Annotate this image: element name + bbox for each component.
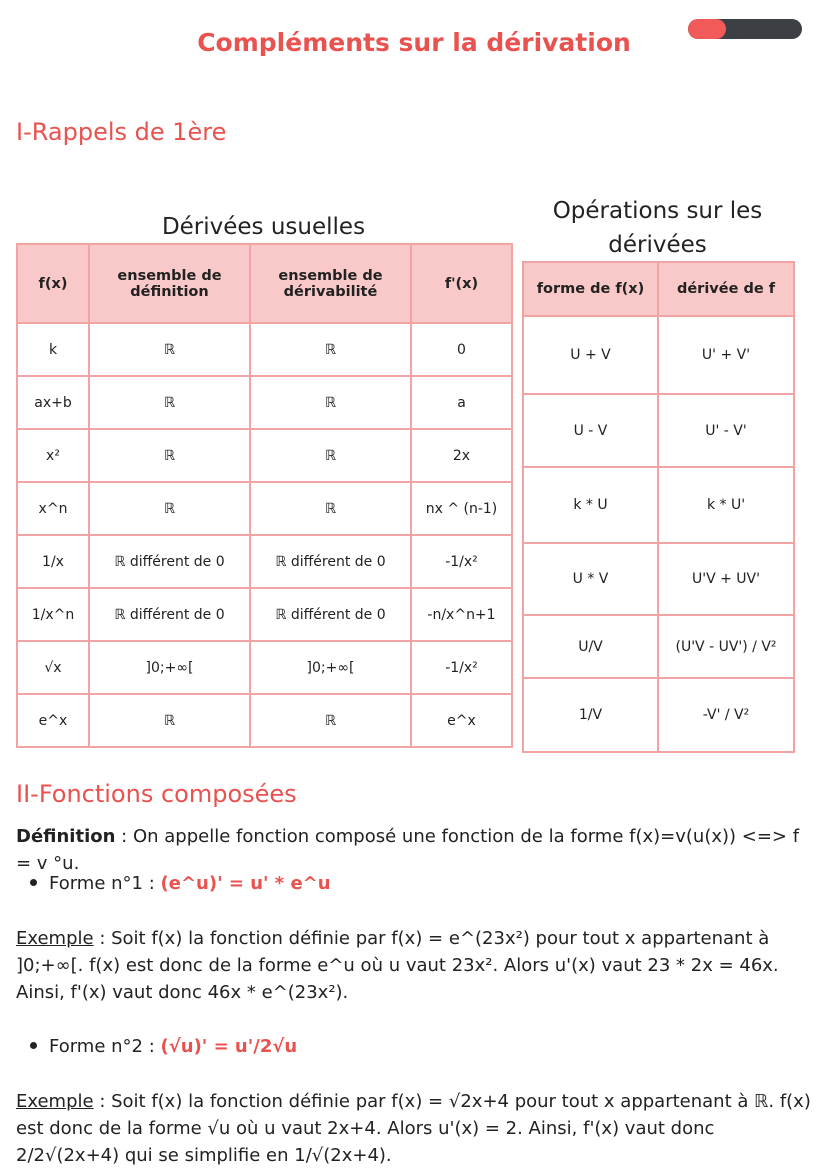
cell: U' - V'	[658, 394, 794, 467]
section-1-heading: I-Rappels de 1ère	[16, 118, 227, 146]
table-row	[523, 615, 794, 678]
header-derivative: f'(x)	[411, 244, 512, 323]
operations-caption-line1: Opérations sur les	[552, 198, 763, 224]
table-row	[523, 467, 794, 543]
bullet-2-label: Forme n°2 :	[49, 1036, 161, 1057]
cell: U'V + UV'	[658, 543, 794, 615]
table-row	[17, 376, 512, 429]
cell: ]0;+∞[	[250, 641, 411, 694]
header-form: forme de f(x)	[523, 262, 658, 316]
cell: U' + V'	[658, 316, 794, 394]
cell: ℝ	[89, 694, 250, 747]
cell: nx ^ (n-1)	[411, 482, 512, 535]
cell: ]0;+∞[	[89, 641, 250, 694]
cell: 1/V	[523, 678, 658, 752]
cell: 2x	[411, 429, 512, 482]
example-2-paragraph	[16, 1088, 811, 1169]
bullet-dot	[30, 1042, 37, 1049]
table-row	[523, 316, 794, 394]
cell: k * U'	[658, 467, 794, 543]
example-1-text: : Soit f(x) la fonction définie par f(x) = e^(23x²) pour tout x appartenant à ]0;+∞[. f(x) est donc de la forme e^u où u vaut 23x². Alors u'(x) vaut 23 * 2x = 46x. Ainsi, f'(x) vaut donc 46x * e^(23x²).	[16, 928, 779, 1003]
header-definition-domain: ensemble de définition	[89, 244, 250, 323]
bullet-form-1	[30, 873, 331, 894]
table-row	[17, 694, 512, 747]
example-1-paragraph	[16, 925, 811, 1006]
bullet-dot	[30, 879, 37, 886]
header-derivative-of-f: dérivée de f	[658, 262, 794, 316]
cell: e^x	[17, 694, 89, 747]
cell: x^n	[17, 482, 89, 535]
definition-text: : On appelle fonction composé une fonction de la forme f(x)=v(u(x)) <=> f = v °u.	[16, 826, 800, 874]
operations-caption-line2: dérivées	[608, 232, 707, 258]
cell: U * V	[523, 543, 658, 615]
cell: ℝ	[89, 376, 250, 429]
bullet-1-formula: (e^u)' = u' * e^u	[160, 873, 331, 894]
cell: ℝ différent de 0	[89, 535, 250, 588]
cell: ax+b	[17, 376, 89, 429]
cell: a	[411, 376, 512, 429]
cell: ℝ	[89, 429, 250, 482]
cell: U/V	[523, 615, 658, 678]
cell: x²	[17, 429, 89, 482]
header-derivability-domain: ensemble de dérivabilité	[250, 244, 411, 323]
cell: ℝ	[89, 323, 250, 376]
cell: k * U	[523, 467, 658, 543]
table-row	[17, 323, 512, 376]
cell: (U'V - UV') / V²	[658, 615, 794, 678]
definition-label: Définition	[16, 826, 116, 847]
cell: 1/x^n	[17, 588, 89, 641]
table-row	[523, 678, 794, 752]
cell: ℝ	[250, 429, 411, 482]
cell: ℝ	[250, 694, 411, 747]
section-2-heading: II-Fonctions composées	[16, 780, 297, 808]
cell: -n/x^n+1	[411, 588, 512, 641]
cell: ℝ différent de 0	[250, 535, 411, 588]
table-row	[17, 429, 512, 482]
table-row	[17, 482, 512, 535]
table-row	[523, 394, 794, 467]
header-fx: f(x)	[17, 244, 89, 323]
usual-derivatives-table	[16, 243, 513, 748]
cell: ℝ	[250, 482, 411, 535]
cell: ℝ différent de 0	[89, 588, 250, 641]
cell: -1/x²	[411, 535, 512, 588]
bullet-2-formula: (√u)' = u'/2√u	[160, 1036, 298, 1057]
cell: ℝ	[250, 323, 411, 376]
page-title: Compléments sur la dérivation	[197, 28, 631, 57]
cell: √x	[17, 641, 89, 694]
table-row	[17, 535, 512, 588]
operations-caption	[522, 194, 793, 262]
cell: -V' / V²	[658, 678, 794, 752]
cell: 0	[411, 323, 512, 376]
table-row	[17, 588, 512, 641]
operations-table	[522, 261, 795, 753]
cell: U + V	[523, 316, 658, 394]
usual-derivatives-caption: Dérivées usuelles	[161, 214, 366, 240]
definition-paragraph	[16, 823, 816, 877]
example-2-label: Exemple	[16, 1091, 94, 1112]
bullet-1-label: Forme n°1 :	[49, 873, 161, 894]
cell: 1/x	[17, 535, 89, 588]
cell: U - V	[523, 394, 658, 467]
example-2-text: : Soit f(x) la fonction définie par f(x) = √2x+4 pour tout x appartenant à ℝ. f(x) est donc de la forme √u où u vaut 2x+4. Alors u'(x) = 2. Ainsi, f'(x) vaut donc 2/2√(2x+4) qui se simplifie en 1/√(2x+4).	[16, 1091, 811, 1166]
bullet-form-2	[30, 1036, 297, 1057]
cell: ℝ	[250, 376, 411, 429]
table-row	[17, 641, 512, 694]
example-1-label: Exemple	[16, 928, 94, 949]
table-row	[523, 543, 794, 615]
cell: k	[17, 323, 89, 376]
cell: ℝ différent de 0	[250, 588, 411, 641]
cell: e^x	[411, 694, 512, 747]
cell: -1/x²	[411, 641, 512, 694]
cell: ℝ	[89, 482, 250, 535]
